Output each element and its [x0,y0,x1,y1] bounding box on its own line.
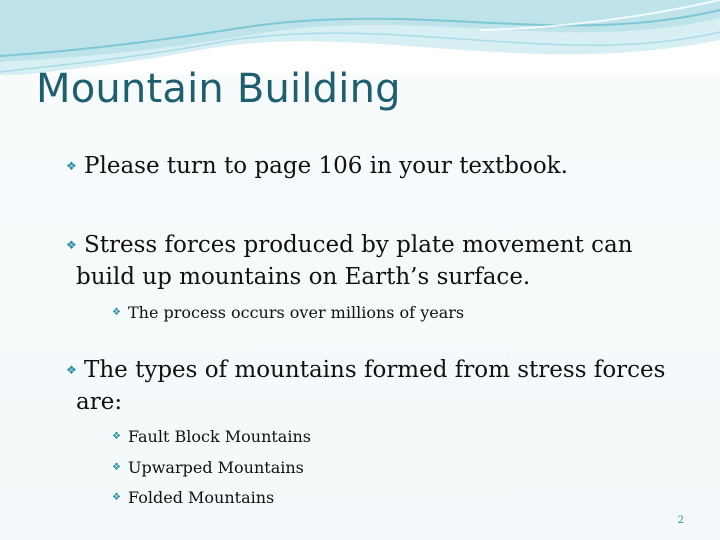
bullet-item [66,150,568,182]
sub-bullet-item [112,422,311,452]
bullet-text-line2: are: [76,389,123,415]
sub-bullet-text: The process occurs over millions of years [128,303,465,322]
bullet-item [66,229,633,261]
diamond-bullet-icon: ❖ [112,307,121,318]
bullet-text-line2: build up mountains on Earth’s surface. [76,264,531,290]
diamond-bullet-icon: ❖ [112,462,121,473]
diamond-bullet-icon: ❖ [66,363,77,377]
bullet-text: Please turn to page 106 in your textbook. [84,153,568,179]
diamond-bullet-icon: ❖ [66,238,77,252]
sub-bullet-item [112,483,275,513]
diamond-bullet-icon: ❖ [112,492,121,503]
diamond-bullet-icon: ❖ [112,431,121,442]
slide-title: Mountain Building [36,66,401,112]
bullet-continuation [76,386,122,418]
sub-bullet-text: Folded Mountains [128,488,275,507]
page-number: 2 [677,515,684,526]
bullet-text-line1: Stress forces produced by plate movement can [84,232,633,258]
sub-bullet-item [112,453,304,483]
bullet-text-line1: The types of mountains formed from stress forces [84,357,666,383]
bullet-item [66,354,666,386]
bullet-continuation [76,261,530,293]
diamond-bullet-icon: ❖ [66,159,77,173]
sub-bullet-text: Fault Block Mountains [128,427,311,446]
sub-bullet-item [112,298,465,328]
sub-bullet-text: Upwarped Mountains [128,458,304,477]
